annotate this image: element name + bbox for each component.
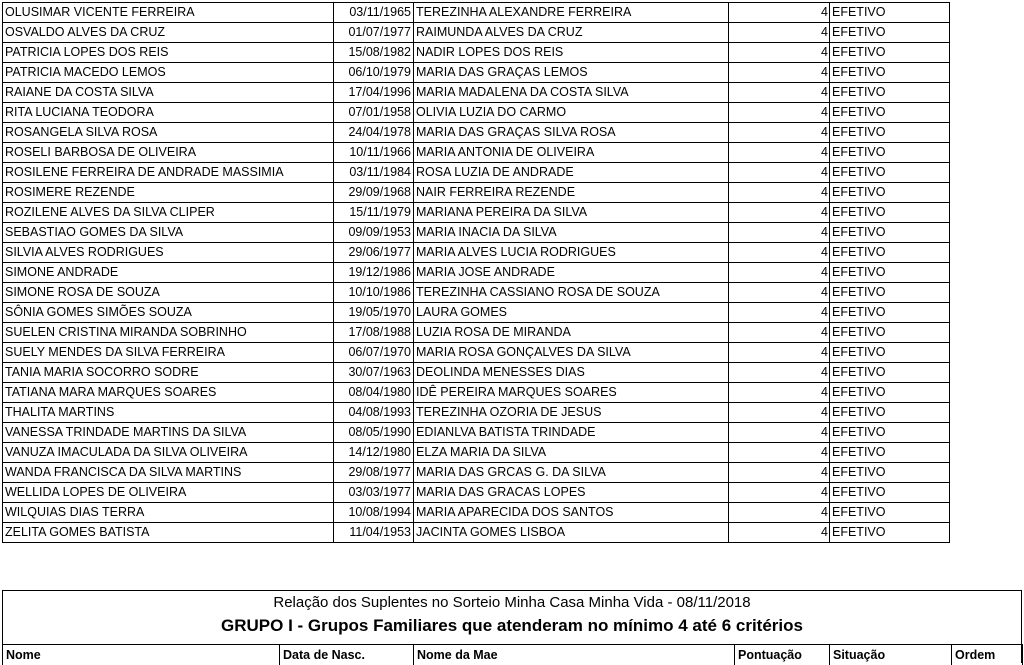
cell-nome: WELLIDA LOPES DE OLIVEIRA [3, 483, 334, 503]
table-row [3, 483, 950, 503]
cell-situacao: EFETIVO [830, 383, 950, 403]
cell-situacao: EFETIVO [830, 323, 950, 343]
table-row [3, 423, 950, 443]
table-row [3, 463, 950, 483]
cell-nome: ROSILENE FERREIRA DE ANDRADE MASSIMIA [3, 163, 334, 183]
table-row [3, 123, 950, 143]
cell-nome: WANDA FRANCISCA DA SILVA MARTINS [3, 463, 334, 483]
cell-nome-mae: IDÊ PEREIRA MARQUES SOARES [414, 383, 729, 403]
cell-pontuacao: 4 [729, 283, 830, 303]
cell-nome: VANESSA TRINDADE MARTINS DA SILVA [3, 423, 334, 443]
cell-data-nasc: 24/04/1978 [334, 123, 414, 143]
cell-pontuacao: 4 [729, 43, 830, 63]
table-row [3, 523, 950, 543]
table-row [3, 3, 950, 23]
cell-pontuacao: 4 [729, 463, 830, 483]
cell-data-nasc: 09/09/1953 [334, 223, 414, 243]
cell-pontuacao: 4 [729, 23, 830, 43]
cell-situacao: EFETIVO [830, 23, 950, 43]
cell-nome: SEBASTIAO GOMES DA SILVA [3, 223, 334, 243]
cell-nome-mae: MARIA APARECIDA DOS SANTOS [414, 503, 729, 523]
cell-data-nasc: 15/11/1979 [334, 203, 414, 223]
cell-nome-mae: OLIVIA LUZIA DO CARMO [414, 103, 729, 123]
table-row [3, 263, 950, 283]
cell-situacao: EFETIVO [830, 243, 950, 263]
table-row [3, 383, 950, 403]
table-row [3, 503, 950, 523]
cell-nome-mae: NADIR LOPES DOS REIS [414, 43, 729, 63]
section-subtitle: Relação dos Suplentes no Sorteio Minha Casa Minha Vida - 08/11/2018 [273, 594, 751, 611]
cell-nome-mae: MARIA DAS GRAÇAS LEMOS [414, 63, 729, 83]
cell-data-nasc: 17/04/1996 [334, 83, 414, 103]
cell-nome: ROZILENE ALVES DA SILVA CLIPER [3, 203, 334, 223]
suplentes-table [2, 2, 950, 543]
table-row [3, 443, 950, 463]
cell-data-nasc: 08/04/1980 [334, 383, 414, 403]
cell-situacao: EFETIVO [830, 343, 950, 363]
table-row [3, 23, 950, 43]
cell-situacao: EFETIVO [830, 483, 950, 503]
cell-data-nasc: 04/08/1993 [334, 403, 414, 423]
header-nome: Nome [3, 645, 280, 665]
table-row [3, 103, 950, 123]
cell-pontuacao: 4 [729, 343, 830, 363]
cell-data-nasc: 10/08/1994 [334, 503, 414, 523]
cell-pontuacao: 4 [729, 123, 830, 143]
cell-nome: TANIA MARIA SOCORRO SODRE [3, 363, 334, 383]
cell-pontuacao: 4 [729, 363, 830, 383]
table-row [3, 163, 950, 183]
cell-pontuacao: 4 [729, 523, 830, 543]
cell-nome: VANUZA IMACULADA DA SILVA OLIVEIRA [3, 443, 334, 463]
cell-situacao: EFETIVO [830, 163, 950, 183]
cell-pontuacao: 4 [729, 323, 830, 343]
cell-situacao: EFETIVO [830, 123, 950, 143]
cell-situacao: EFETIVO [830, 203, 950, 223]
cell-data-nasc: 10/10/1986 [334, 283, 414, 303]
column-header-row [2, 644, 1023, 665]
table-row [3, 203, 950, 223]
cell-nome: RAIANE DA COSTA SILVA [3, 83, 334, 103]
cell-nome-mae: EDIANLVA BATISTA TRINDADE [414, 423, 729, 443]
cell-nome: ROSANGELA SILVA ROSA [3, 123, 334, 143]
cell-pontuacao: 4 [729, 103, 830, 123]
cell-nome-mae: RAIMUNDA ALVES DA CRUZ [414, 23, 729, 43]
table-row [3, 83, 950, 103]
cell-data-nasc: 03/03/1977 [334, 483, 414, 503]
cell-nome-mae: MARIA DAS GRCAS G. DA SILVA [414, 463, 729, 483]
cell-nome-mae: DEOLINDA MENESSES DIAS [414, 363, 729, 383]
cell-nome-mae: ROSA LUZIA DE ANDRADE [414, 163, 729, 183]
cell-situacao: EFETIVO [830, 463, 950, 483]
cell-situacao: EFETIVO [830, 263, 950, 283]
cell-situacao: EFETIVO [830, 283, 950, 303]
cell-situacao: EFETIVO [830, 503, 950, 523]
cell-data-nasc: 29/06/1977 [334, 243, 414, 263]
cell-data-nasc: 14/12/1980 [334, 443, 414, 463]
cell-nome: SUELY MENDES DA SILVA FERREIRA [3, 343, 334, 363]
cell-pontuacao: 4 [729, 263, 830, 283]
cell-pontuacao: 4 [729, 503, 830, 523]
header-situacao: Situação [830, 645, 952, 665]
table-row [3, 63, 950, 83]
cell-pontuacao: 4 [729, 203, 830, 223]
cell-data-nasc: 06/07/1970 [334, 343, 414, 363]
cell-nome-mae: ELZA MARIA DA SILVA [414, 443, 729, 463]
cell-situacao: EFETIVO [830, 83, 950, 103]
cell-pontuacao: 4 [729, 83, 830, 103]
cell-nome-mae: TEREZINHA ALEXANDRE FERREIRA [414, 3, 729, 23]
header-ordem: Ordem [952, 645, 1023, 665]
cell-nome-mae: MARIA ROSA GONÇALVES DA SILVA [414, 343, 729, 363]
cell-nome: TATIANA MARA MARQUES SOARES [3, 383, 334, 403]
cell-nome-mae: TEREZINHA CASSIANO ROSA DE SOUZA [414, 283, 729, 303]
cell-data-nasc: 29/08/1977 [334, 463, 414, 483]
cell-nome: SILVIA ALVES RODRIGUES [3, 243, 334, 263]
cell-pontuacao: 4 [729, 443, 830, 463]
table-row [3, 323, 950, 343]
cell-pontuacao: 4 [729, 63, 830, 83]
cell-nome: ROSELI BARBOSA DE OLIVEIRA [3, 143, 334, 163]
cell-pontuacao: 4 [729, 143, 830, 163]
cell-pontuacao: 4 [729, 223, 830, 243]
cell-nome: SIMONE ROSA DE SOUZA [3, 283, 334, 303]
cell-nome-mae: MARIA MADALENA DA COSTA SILVA [414, 83, 729, 103]
cell-nome-mae: NAIR FERREIRA REZENDE [414, 183, 729, 203]
table-row [3, 303, 950, 323]
cell-nome-mae: MARIA ANTONIA DE OLIVEIRA [414, 143, 729, 163]
section-group-title: GRUPO I - Grupos Familiares que atenderam no mínimo 4 até 6 critérios [221, 616, 803, 635]
cell-data-nasc: 03/11/1984 [334, 163, 414, 183]
cell-data-nasc: 03/11/1965 [334, 3, 414, 23]
cell-pontuacao: 4 [729, 243, 830, 263]
cell-situacao: EFETIVO [830, 403, 950, 423]
cell-situacao: EFETIVO [830, 523, 950, 543]
cell-pontuacao: 4 [729, 483, 830, 503]
cell-nome-mae: MARIA ALVES LUCIA RODRIGUES [414, 243, 729, 263]
cell-nome: PATRICIA LOPES DOS REIS [3, 43, 334, 63]
cell-data-nasc: 08/05/1990 [334, 423, 414, 443]
cell-data-nasc: 17/08/1988 [334, 323, 414, 343]
cell-nome-mae: MARIA DAS GRACAS LOPES [414, 483, 729, 503]
cell-nome: RITA LUCIANA TEODORA [3, 103, 334, 123]
cell-nome-mae: TEREZINHA OZORIA DE JESUS [414, 403, 729, 423]
cell-data-nasc: 29/09/1968 [334, 183, 414, 203]
cell-data-nasc: 15/08/1982 [334, 43, 414, 63]
table-row [3, 223, 950, 243]
cell-situacao: EFETIVO [830, 63, 950, 83]
cell-nome-mae: MARIA DAS GRAÇAS SILVA ROSA [414, 123, 729, 143]
header-data-nasc: Data de Nasc. [280, 645, 414, 665]
cell-nome: SIMONE ANDRADE [3, 263, 334, 283]
cell-data-nasc: 19/12/1986 [334, 263, 414, 283]
table-row [3, 143, 950, 163]
cell-nome-mae: MARIA JOSE ANDRADE [414, 263, 729, 283]
cell-data-nasc: 10/11/1966 [334, 143, 414, 163]
table-row [3, 243, 950, 263]
header-nome-mae: Nome da Mae [414, 645, 735, 665]
cell-situacao: EFETIVO [830, 443, 950, 463]
cell-situacao: EFETIVO [830, 223, 950, 243]
cell-pontuacao: 4 [729, 163, 830, 183]
cell-pontuacao: 4 [729, 423, 830, 443]
cell-situacao: EFETIVO [830, 363, 950, 383]
cell-situacao: EFETIVO [830, 423, 950, 443]
cell-nome-mae: MARIANA PEREIRA DA SILVA [414, 203, 729, 223]
cell-situacao: EFETIVO [830, 143, 950, 163]
cell-data-nasc: 19/05/1970 [334, 303, 414, 323]
table-body [3, 3, 950, 543]
cell-data-nasc: 06/10/1979 [334, 63, 414, 83]
cell-nome: PATRICIA MACEDO LEMOS [3, 63, 334, 83]
cell-nome: ZELITA GOMES BATISTA [3, 523, 334, 543]
table-row [3, 283, 950, 303]
cell-data-nasc: 30/07/1963 [334, 363, 414, 383]
cell-nome: OSVALDO ALVES DA CRUZ [3, 23, 334, 43]
cell-nome-mae: LUZIA ROSA DE MIRANDA [414, 323, 729, 343]
cell-nome-mae: LAURA GOMES [414, 303, 729, 323]
table-row [3, 343, 950, 363]
cell-nome-mae: JACINTA GOMES LISBOA [414, 523, 729, 543]
table-row [3, 363, 950, 383]
cell-pontuacao: 4 [729, 183, 830, 203]
cell-situacao: EFETIVO [830, 3, 950, 23]
header-pontuacao: Pontuação [735, 645, 830, 665]
cell-pontuacao: 4 [729, 3, 830, 23]
cell-nome-mae: MARIA INACIA DA SILVA [414, 223, 729, 243]
cell-pontuacao: 4 [729, 383, 830, 403]
table-row [3, 403, 950, 423]
cell-situacao: EFETIVO [830, 43, 950, 63]
cell-nome: THALITA MARTINS [3, 403, 334, 423]
cell-data-nasc: 01/07/1977 [334, 23, 414, 43]
cell-pontuacao: 4 [729, 403, 830, 423]
cell-nome: WILQUIAS DIAS TERRA [3, 503, 334, 523]
cell-nome: SÔNIA GOMES SIMÕES SOUZA [3, 303, 334, 323]
cell-situacao: EFETIVO [830, 303, 950, 323]
cell-data-nasc: 07/01/1958 [334, 103, 414, 123]
cell-nome: OLUSIMAR VICENTE FERREIRA [3, 3, 334, 23]
cell-data-nasc: 11/04/1953 [334, 523, 414, 543]
table-row [3, 43, 950, 63]
cell-nome: SUELEN CRISTINA MIRANDA SOBRINHO [3, 323, 334, 343]
cell-situacao: EFETIVO [830, 183, 950, 203]
table-row [3, 183, 950, 203]
cell-pontuacao: 4 [729, 303, 830, 323]
cell-situacao: EFETIVO [830, 103, 950, 123]
cell-nome: ROSIMERE REZENDE [3, 183, 334, 203]
